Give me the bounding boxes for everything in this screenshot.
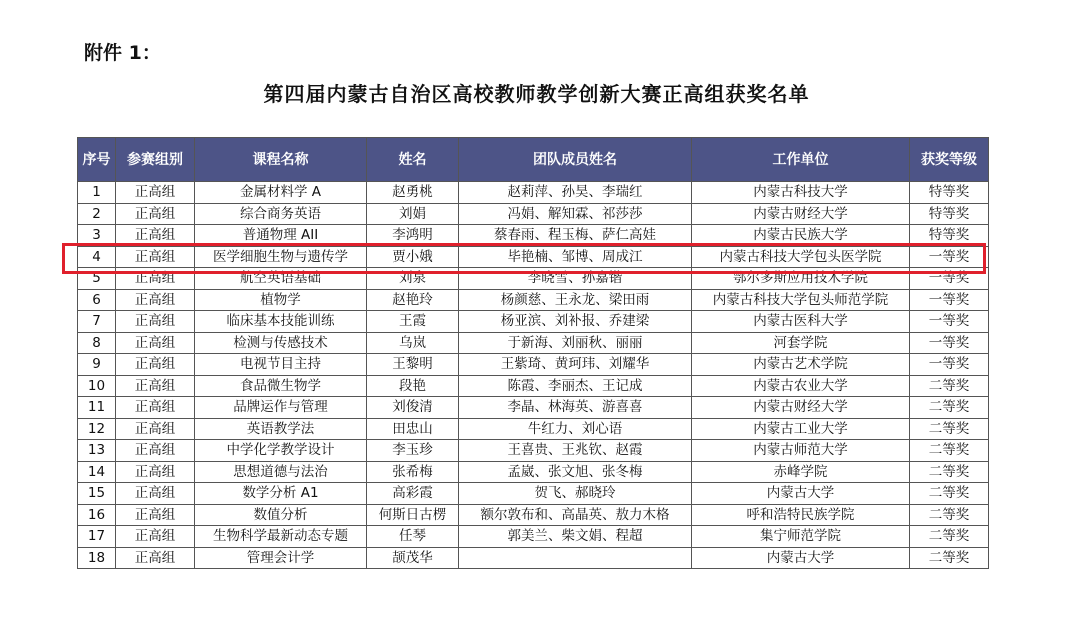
cell-no: 15	[78, 483, 116, 505]
cell-group: 正高组	[116, 440, 195, 462]
cell-name: 高彩霞	[367, 483, 459, 505]
header-course: 课程名称	[195, 138, 367, 182]
cell-unit: 内蒙古艺术学院	[692, 354, 910, 376]
cell-team: 蔡春雨、程玉梅、萨仁高娃	[459, 225, 692, 247]
cell-course: 数值分析	[195, 504, 367, 526]
cell-no: 6	[78, 289, 116, 311]
cell-team: 额尔敦布和、高晶英、敖力木格	[459, 504, 692, 526]
cell-course: 检测与传感技术	[195, 332, 367, 354]
cell-course: 临床基本技能训练	[195, 311, 367, 333]
cell-no: 8	[78, 332, 116, 354]
table-row	[78, 203, 989, 225]
cell-no: 1	[78, 182, 116, 204]
cell-group: 正高组	[116, 547, 195, 569]
cell-course: 植物学	[195, 289, 367, 311]
cell-award: 一等奖	[910, 311, 989, 333]
cell-unit: 赤峰学院	[692, 461, 910, 483]
cell-unit: 内蒙古大学	[692, 547, 910, 569]
cell-course: 普通物理 AII	[195, 225, 367, 247]
table-row	[78, 332, 989, 354]
cell-name: 田忠山	[367, 418, 459, 440]
cell-team: 孟崴、张文旭、张冬梅	[459, 461, 692, 483]
cell-no: 18	[78, 547, 116, 569]
cell-group: 正高组	[116, 246, 195, 268]
cell-team: 牛红力、刘心语	[459, 418, 692, 440]
cell-no: 13	[78, 440, 116, 462]
table-row	[78, 504, 989, 526]
cell-team: 郭美兰、柴文娟、程超	[459, 526, 692, 548]
cell-award: 一等奖	[910, 332, 989, 354]
cell-award: 二等奖	[910, 397, 989, 419]
cell-no: 12	[78, 418, 116, 440]
cell-course: 金属材料学 A	[195, 182, 367, 204]
table-row	[78, 311, 989, 333]
cell-award: 一等奖	[910, 246, 989, 268]
cell-name: 王黎明	[367, 354, 459, 376]
table-row	[78, 483, 989, 505]
cell-unit: 内蒙古财经大学	[692, 203, 910, 225]
cell-course: 医学细胞生物与遗传学	[195, 246, 367, 268]
awards-table	[77, 137, 989, 569]
cell-team: 毕艳楠、邹博、周成江	[459, 246, 692, 268]
table-row	[78, 354, 989, 376]
table-body	[78, 182, 989, 569]
cell-award: 一等奖	[910, 268, 989, 290]
cell-group: 正高组	[116, 203, 195, 225]
cell-course: 思想道德与法治	[195, 461, 367, 483]
cell-team: 冯娟、解知霖、祁莎莎	[459, 203, 692, 225]
cell-group: 正高组	[116, 332, 195, 354]
cell-name: 刘俊清	[367, 397, 459, 419]
cell-award: 二等奖	[910, 418, 989, 440]
cell-name: 刘泉	[367, 268, 459, 290]
cell-course: 生物科学最新动态专题	[195, 526, 367, 548]
cell-course: 品牌运作与管理	[195, 397, 367, 419]
cell-unit: 内蒙古工业大学	[692, 418, 910, 440]
cell-unit: 内蒙古科技大学包头医学院	[692, 246, 910, 268]
header-team: 团队成员姓名	[459, 138, 692, 182]
cell-name: 段艳	[367, 375, 459, 397]
cell-award: 二等奖	[910, 547, 989, 569]
cell-no: 16	[78, 504, 116, 526]
cell-award: 特等奖	[910, 225, 989, 247]
table-row	[78, 440, 989, 462]
cell-no: 3	[78, 225, 116, 247]
cell-team: 王紫琦、黄珂玮、刘耀华	[459, 354, 692, 376]
table-row	[78, 526, 989, 548]
cell-name: 赵勇桃	[367, 182, 459, 204]
cell-group: 正高组	[116, 397, 195, 419]
cell-unit: 内蒙古民族大学	[692, 225, 910, 247]
highlight-box	[62, 243, 986, 274]
cell-team: 于新海、刘丽秋、丽丽	[459, 332, 692, 354]
table-row	[78, 397, 989, 419]
cell-name: 李玉珍	[367, 440, 459, 462]
cell-course: 食品微生物学	[195, 375, 367, 397]
header-award: 获奖等级	[910, 138, 989, 182]
cell-team: 李晓雪、孙嘉锴	[459, 268, 692, 290]
header-name: 姓名	[367, 138, 459, 182]
cell-group: 正高组	[116, 418, 195, 440]
cell-course: 中学化学教学设计	[195, 440, 367, 462]
cell-unit: 内蒙古财经大学	[692, 397, 910, 419]
cell-no: 11	[78, 397, 116, 419]
cell-team: 陈霞、李丽杰、王记成	[459, 375, 692, 397]
cell-course: 英语教学法	[195, 418, 367, 440]
cell-name: 任琴	[367, 526, 459, 548]
cell-name: 乌岚	[367, 332, 459, 354]
cell-unit: 内蒙古大学	[692, 483, 910, 505]
cell-no: 10	[78, 375, 116, 397]
table-row	[78, 461, 989, 483]
cell-unit: 呼和浩特民族学院	[692, 504, 910, 526]
header-group: 参赛组别	[116, 138, 195, 182]
cell-name: 何斯日古楞	[367, 504, 459, 526]
cell-no: 5	[78, 268, 116, 290]
cell-award: 一等奖	[910, 354, 989, 376]
cell-group: 正高组	[116, 354, 195, 376]
cell-unit: 内蒙古医科大学	[692, 311, 910, 333]
table-row	[78, 375, 989, 397]
cell-group: 正高组	[116, 289, 195, 311]
cell-no: 17	[78, 526, 116, 548]
annex-label: 附件 1：	[84, 42, 161, 64]
cell-team: 贺飞、郝晓玲	[459, 483, 692, 505]
cell-unit: 内蒙古科技大学	[692, 182, 910, 204]
cell-award: 二等奖	[910, 504, 989, 526]
cell-no: 2	[78, 203, 116, 225]
cell-unit: 内蒙古农业大学	[692, 375, 910, 397]
cell-no: 9	[78, 354, 116, 376]
table-row	[78, 289, 989, 311]
header-no: 序号	[78, 138, 116, 182]
cell-group: 正高组	[116, 504, 195, 526]
page-title: 第四届内蒙古自治区高校教师教学创新大赛正高组获奖名单	[263, 82, 810, 106]
cell-group: 正高组	[116, 461, 195, 483]
cell-team: 杨亚滨、刘补报、乔建梁	[459, 311, 692, 333]
cell-team	[459, 547, 692, 569]
cell-name: 颉茂华	[367, 547, 459, 569]
cell-award: 特等奖	[910, 182, 989, 204]
cell-group: 正高组	[116, 483, 195, 505]
cell-course: 综合商务英语	[195, 203, 367, 225]
cell-unit: 内蒙古科技大学包头师范学院	[692, 289, 910, 311]
cell-award: 二等奖	[910, 461, 989, 483]
cell-name: 李鸿明	[367, 225, 459, 247]
cell-group: 正高组	[116, 311, 195, 333]
table-row	[78, 547, 989, 569]
cell-award: 特等奖	[910, 203, 989, 225]
cell-award: 二等奖	[910, 483, 989, 505]
cell-course: 数学分析 A1	[195, 483, 367, 505]
cell-no: 14	[78, 461, 116, 483]
cell-group: 正高组	[116, 526, 195, 548]
cell-group: 正高组	[116, 225, 195, 247]
cell-name: 赵艳玲	[367, 289, 459, 311]
cell-unit: 集宁师范学院	[692, 526, 910, 548]
cell-no: 7	[78, 311, 116, 333]
cell-name: 刘娟	[367, 203, 459, 225]
cell-team: 王喜贵、王兆钦、赵霞	[459, 440, 692, 462]
cell-group: 正高组	[116, 375, 195, 397]
cell-group: 正高组	[116, 268, 195, 290]
cell-award: 二等奖	[910, 375, 989, 397]
cell-team: 赵莉萍、孙昊、李瑞红	[459, 182, 692, 204]
cell-name: 贾小娥	[367, 246, 459, 268]
header-unit: 工作单位	[692, 138, 910, 182]
cell-name: 张希梅	[367, 461, 459, 483]
table-header-row	[78, 138, 989, 182]
table-row	[78, 418, 989, 440]
cell-course: 电视节目主持	[195, 354, 367, 376]
table-row	[78, 182, 989, 204]
cell-course: 航空英语基础	[195, 268, 367, 290]
cell-award: 二等奖	[910, 526, 989, 548]
cell-team: 杨颜慈、王永龙、梁田雨	[459, 289, 692, 311]
cell-unit: 内蒙古师范大学	[692, 440, 910, 462]
cell-award: 二等奖	[910, 440, 989, 462]
cell-team: 李晶、林海英、游喜喜	[459, 397, 692, 419]
cell-unit: 河套学院	[692, 332, 910, 354]
cell-unit: 鄂尔多斯应用技术学院	[692, 268, 910, 290]
cell-group: 正高组	[116, 182, 195, 204]
cell-course: 管理会计学	[195, 547, 367, 569]
cell-award: 一等奖	[910, 289, 989, 311]
cell-no: 4	[78, 246, 116, 268]
cell-name: 王霞	[367, 311, 459, 333]
